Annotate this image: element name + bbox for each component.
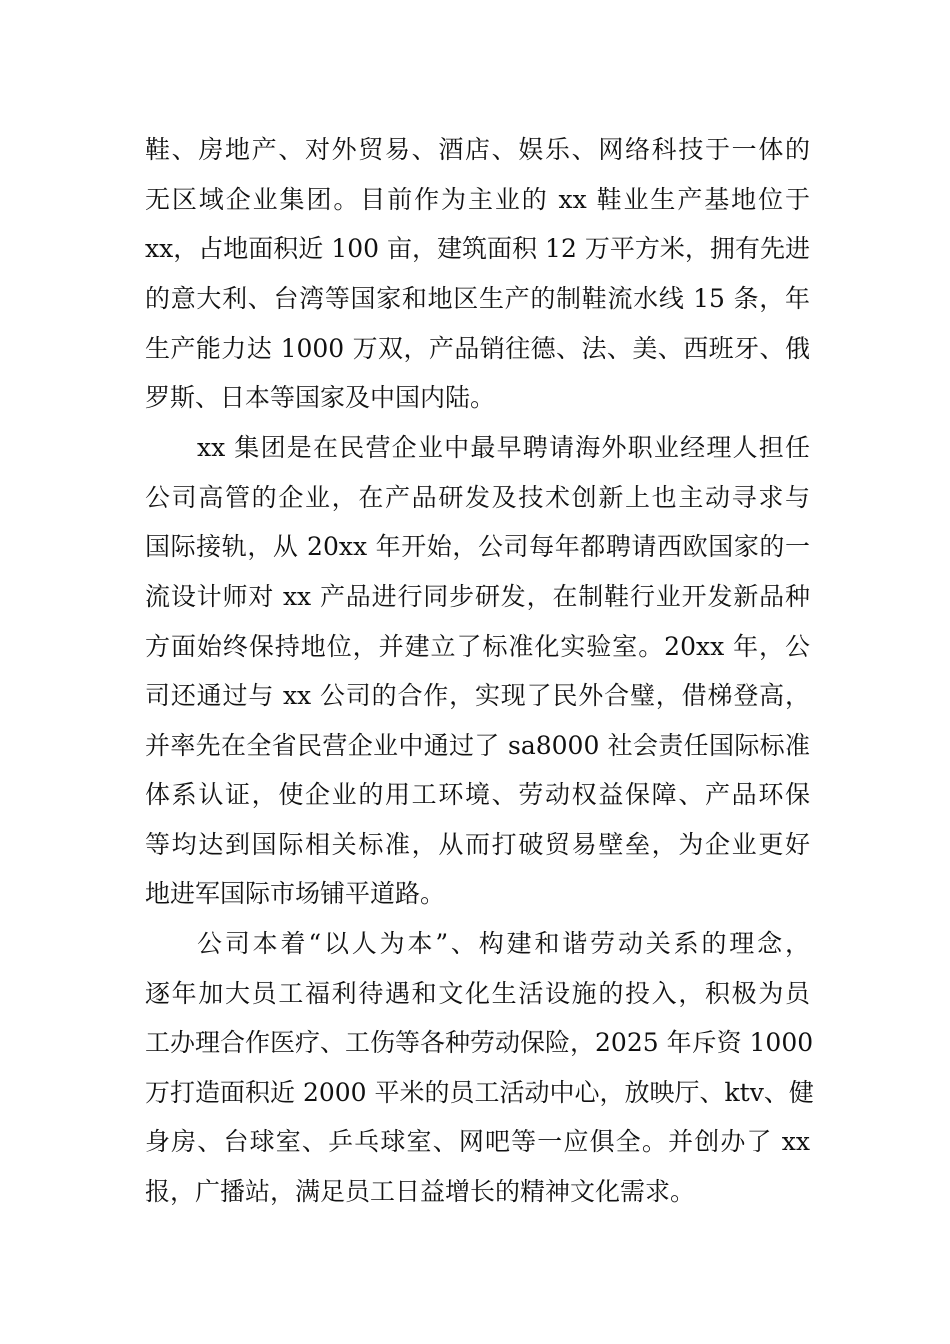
text-line: xx，占地面积近 100 亩，建筑面积 12 万平方米，拥有先进 bbox=[145, 234, 810, 263]
text-line: 报，广播站，满足员工日益增长的精神文化需求。 bbox=[145, 1177, 696, 1206]
text-line: 等均达到国际相关标准，从而打破贸易壁垒，为企业更好 bbox=[145, 830, 810, 859]
text-line: 逐年加大员工福利待遇和文化生活设施的投入，积极为员 bbox=[145, 979, 810, 1008]
text-line: 并率先在全省民营企业中通过了 sa8000 社会责任国际标准 bbox=[145, 731, 810, 760]
text-line: 司还通过与 xx 公司的合作，实现了民外合璧，借梯登高， bbox=[145, 681, 810, 710]
text-line: 鞋、房地产、对外贸易、酒店、娱乐、网络科技于一体的 bbox=[145, 135, 810, 164]
paragraph-first-line: xx 集团是在民营企业中最早聘请海外职业经理人担任 bbox=[197, 433, 810, 462]
text-line: 身房、台球室、乒乓球室、网吧等一应俱全。并创办了 xx bbox=[145, 1127, 810, 1156]
text-line: 万打造面积近 2000 平米的员工活动中心，放映厅、ktv、健 bbox=[145, 1078, 814, 1107]
text-line: 国际接轨，从 20xx 年开始，公司每年都聘请西欧国家的一 bbox=[145, 532, 810, 561]
text-line: 罗斯、日本等国家及中国内陆。 bbox=[145, 383, 496, 412]
text-line: 体系认证，使企业的用工环境、劳动权益保障、产品环保 bbox=[145, 780, 810, 809]
text-line: 方面始终保持地位，并建立了标准化实验室。20xx 年，公 bbox=[145, 632, 810, 661]
text-line: 无区域企业集团。目前作为主业的 xx 鞋业生产基地位于 bbox=[145, 185, 810, 214]
paragraph-first-line: 公司本着“以人为本”、构建和谐劳动关系的理念， bbox=[197, 929, 810, 958]
text-line: 工办理合作医疗、工伤等各种劳动保险，2025 年斥资 1000 bbox=[145, 1028, 814, 1057]
text-line: 生产能力达 1000 万双，产品销往德、法、美、西班牙、俄 bbox=[145, 334, 810, 363]
text-line: 公司高管的企业，在产品研发及技术创新上也主动寻求与 bbox=[145, 483, 810, 512]
text-line: 的意大利、台湾等国家和地区生产的制鞋流水线 15 条，年 bbox=[145, 284, 810, 313]
text-line: 流设计师对 xx 产品进行同步研发，在制鞋行业开发新品种 bbox=[145, 582, 810, 611]
text-line: 地进军国际市场铺平道路。 bbox=[145, 879, 446, 908]
